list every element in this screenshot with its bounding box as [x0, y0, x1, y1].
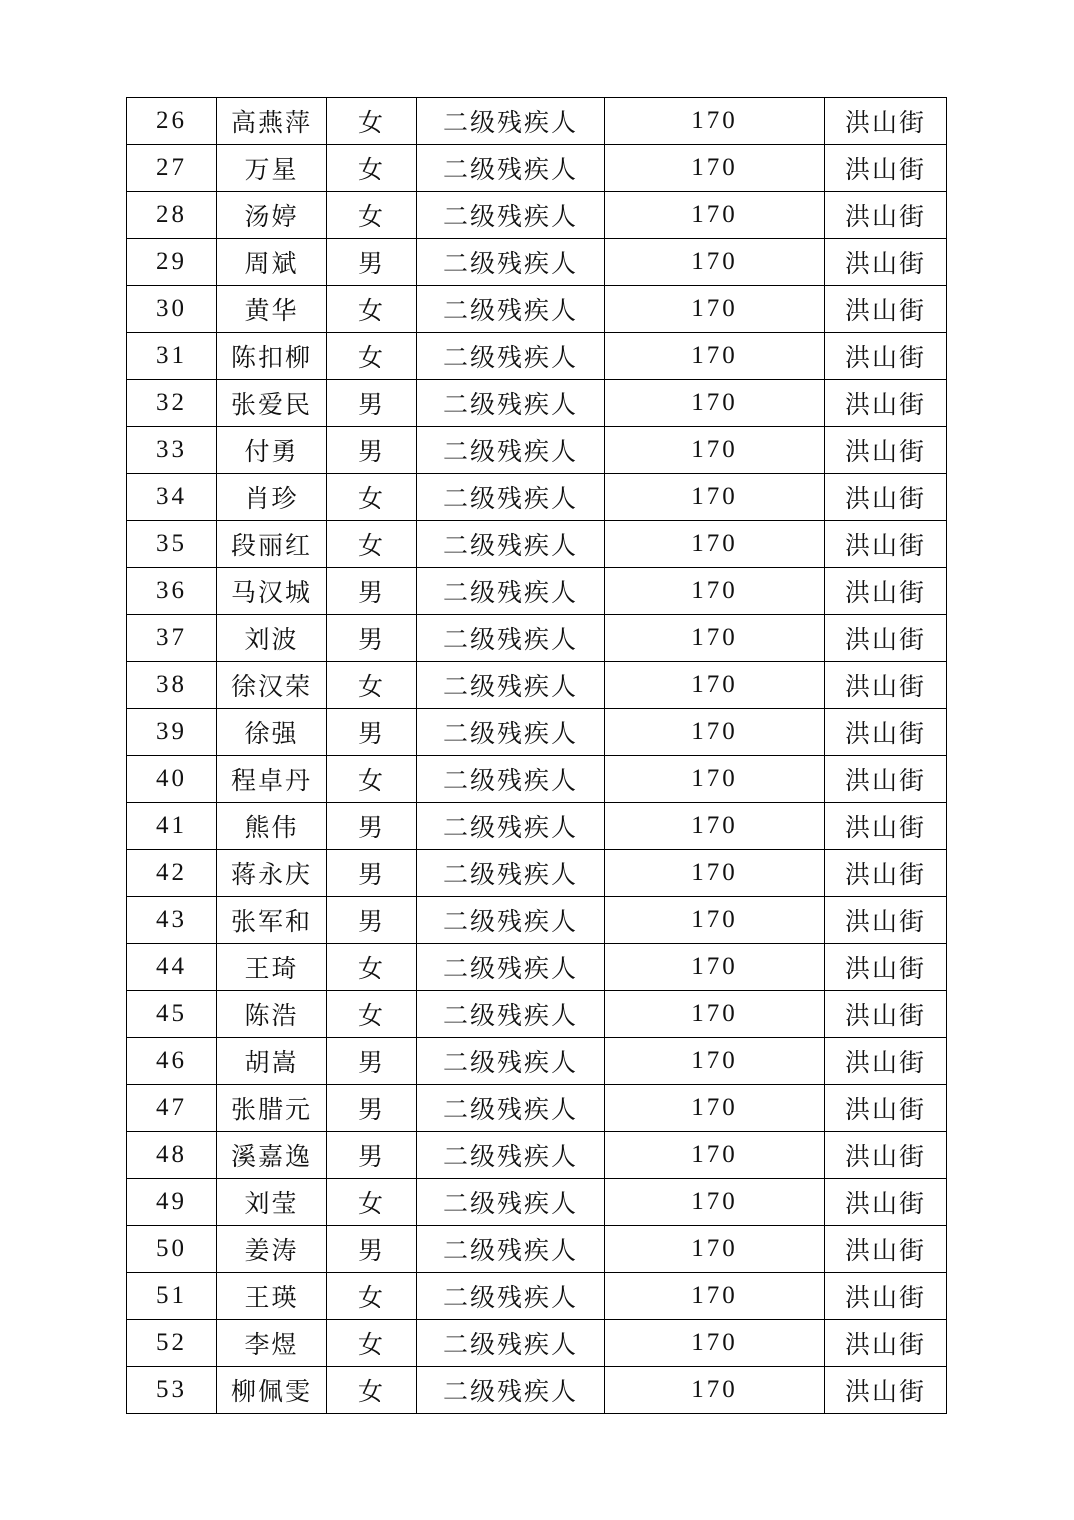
name-cell: 马汉城	[217, 568, 327, 615]
name-cell: 周斌	[217, 239, 327, 286]
table-row	[127, 1273, 947, 1320]
gender-cell: 男	[327, 615, 417, 662]
amount-cell: 170	[605, 991, 825, 1038]
street-cell: 洪山街	[825, 1085, 947, 1132]
disability-level-cell: 二级残疾人	[417, 662, 605, 709]
name-cell: 张爱民	[217, 380, 327, 427]
gender-cell: 女	[327, 1179, 417, 1226]
gender-cell: 女	[327, 192, 417, 239]
name-cell: 李煜	[217, 1320, 327, 1367]
amount-cell: 170	[605, 286, 825, 333]
row-number-cell: 36	[127, 568, 217, 615]
table-row	[127, 944, 947, 991]
name-cell: 陈浩	[217, 991, 327, 1038]
disability-level-cell: 二级残疾人	[417, 1367, 605, 1414]
gender-cell: 男	[327, 427, 417, 474]
table-row	[127, 427, 947, 474]
row-number-cell: 37	[127, 615, 217, 662]
row-number-cell: 33	[127, 427, 217, 474]
name-cell: 段丽红	[217, 521, 327, 568]
table-row	[127, 1226, 947, 1273]
amount-cell: 170	[605, 145, 825, 192]
row-number-cell: 27	[127, 145, 217, 192]
name-cell: 万星	[217, 145, 327, 192]
gender-cell: 女	[327, 1367, 417, 1414]
street-cell: 洪山街	[825, 98, 947, 145]
row-number-cell: 32	[127, 380, 217, 427]
name-cell: 胡嵩	[217, 1038, 327, 1085]
disability-level-cell: 二级残疾人	[417, 803, 605, 850]
gender-cell: 男	[327, 568, 417, 615]
street-cell: 洪山街	[825, 803, 947, 850]
name-cell: 溪嘉逸	[217, 1132, 327, 1179]
table-row	[127, 145, 947, 192]
disability-level-cell: 二级残疾人	[417, 1132, 605, 1179]
amount-cell: 170	[605, 1179, 825, 1226]
table-row	[127, 850, 947, 897]
table-row	[127, 1085, 947, 1132]
gender-cell: 女	[327, 286, 417, 333]
disability-level-cell: 二级残疾人	[417, 1179, 605, 1226]
table-row	[127, 1320, 947, 1367]
gender-cell: 女	[327, 662, 417, 709]
disability-level-cell: 二级残疾人	[417, 427, 605, 474]
street-cell: 洪山街	[825, 427, 947, 474]
disability-level-cell: 二级残疾人	[417, 333, 605, 380]
row-number-cell: 31	[127, 333, 217, 380]
disability-level-cell: 二级残疾人	[417, 286, 605, 333]
name-cell: 熊伟	[217, 803, 327, 850]
amount-cell: 170	[605, 615, 825, 662]
street-cell: 洪山街	[825, 521, 947, 568]
disability-level-cell: 二级残疾人	[417, 1085, 605, 1132]
amount-cell: 170	[605, 380, 825, 427]
gender-cell: 女	[327, 944, 417, 991]
row-number-cell: 29	[127, 239, 217, 286]
row-number-cell: 34	[127, 474, 217, 521]
street-cell: 洪山街	[825, 1320, 947, 1367]
disability-level-cell: 二级残疾人	[417, 944, 605, 991]
disability-level-cell: 二级残疾人	[417, 1273, 605, 1320]
gender-cell: 男	[327, 1085, 417, 1132]
gender-cell: 女	[327, 1320, 417, 1367]
gender-cell: 女	[327, 145, 417, 192]
row-number-cell: 52	[127, 1320, 217, 1367]
street-cell: 洪山街	[825, 145, 947, 192]
amount-cell: 170	[605, 1367, 825, 1414]
gender-cell: 男	[327, 1038, 417, 1085]
amount-cell: 170	[605, 474, 825, 521]
street-cell: 洪山街	[825, 944, 947, 991]
row-number-cell: 26	[127, 98, 217, 145]
row-number-cell: 48	[127, 1132, 217, 1179]
amount-cell: 170	[605, 1226, 825, 1273]
name-cell: 张军和	[217, 897, 327, 944]
table-row	[127, 1132, 947, 1179]
row-number-cell: 50	[127, 1226, 217, 1273]
street-cell: 洪山街	[825, 1273, 947, 1320]
amount-cell: 170	[605, 756, 825, 803]
table-row	[127, 662, 947, 709]
gender-cell: 女	[327, 98, 417, 145]
row-number-cell: 44	[127, 944, 217, 991]
table-row	[127, 803, 947, 850]
name-cell: 肖珍	[217, 474, 327, 521]
gender-cell: 男	[327, 850, 417, 897]
street-cell: 洪山街	[825, 897, 947, 944]
table-row	[127, 991, 947, 1038]
disability-level-cell: 二级残疾人	[417, 1226, 605, 1273]
row-number-cell: 51	[127, 1273, 217, 1320]
roster-table	[126, 97, 947, 1414]
gender-cell: 女	[327, 756, 417, 803]
disability-level-cell: 二级残疾人	[417, 1038, 605, 1085]
amount-cell: 170	[605, 803, 825, 850]
table-row	[127, 98, 947, 145]
table-row	[127, 474, 947, 521]
street-cell: 洪山街	[825, 709, 947, 756]
table-row	[127, 1038, 947, 1085]
gender-cell: 女	[327, 991, 417, 1038]
disability-level-cell: 二级残疾人	[417, 474, 605, 521]
street-cell: 洪山街	[825, 1226, 947, 1273]
table-row	[127, 239, 947, 286]
gender-cell: 女	[327, 474, 417, 521]
table-row	[127, 286, 947, 333]
street-cell: 洪山街	[825, 991, 947, 1038]
disability-level-cell: 二级残疾人	[417, 239, 605, 286]
name-cell: 程卓丹	[217, 756, 327, 803]
street-cell: 洪山街	[825, 756, 947, 803]
amount-cell: 170	[605, 1273, 825, 1320]
street-cell: 洪山街	[825, 192, 947, 239]
name-cell: 柳佩雯	[217, 1367, 327, 1414]
street-cell: 洪山街	[825, 333, 947, 380]
table-row	[127, 615, 947, 662]
amount-cell: 170	[605, 1085, 825, 1132]
gender-cell: 男	[327, 239, 417, 286]
gender-cell: 男	[327, 380, 417, 427]
street-cell: 洪山街	[825, 662, 947, 709]
disability-level-cell: 二级残疾人	[417, 709, 605, 756]
gender-cell: 女	[327, 521, 417, 568]
gender-cell: 男	[327, 709, 417, 756]
street-cell: 洪山街	[825, 286, 947, 333]
amount-cell: 170	[605, 662, 825, 709]
amount-cell: 170	[605, 333, 825, 380]
street-cell: 洪山街	[825, 568, 947, 615]
street-cell: 洪山街	[825, 1367, 947, 1414]
street-cell: 洪山街	[825, 850, 947, 897]
row-number-cell: 28	[127, 192, 217, 239]
name-cell: 黄华	[217, 286, 327, 333]
row-number-cell: 41	[127, 803, 217, 850]
row-number-cell: 49	[127, 1179, 217, 1226]
table-row	[127, 380, 947, 427]
amount-cell: 170	[605, 1038, 825, 1085]
row-number-cell: 38	[127, 662, 217, 709]
street-cell: 洪山街	[825, 1179, 947, 1226]
street-cell: 洪山街	[825, 1038, 947, 1085]
amount-cell: 170	[605, 192, 825, 239]
amount-cell: 170	[605, 944, 825, 991]
amount-cell: 170	[605, 1132, 825, 1179]
name-cell: 姜涛	[217, 1226, 327, 1273]
roster-table-body	[127, 98, 947, 1414]
street-cell: 洪山街	[825, 615, 947, 662]
gender-cell: 男	[327, 803, 417, 850]
table-row	[127, 1179, 947, 1226]
amount-cell: 170	[605, 427, 825, 474]
disability-level-cell: 二级残疾人	[417, 991, 605, 1038]
name-cell: 陈扣柳	[217, 333, 327, 380]
name-cell: 刘莹	[217, 1179, 327, 1226]
amount-cell: 170	[605, 568, 825, 615]
name-cell: 徐强	[217, 709, 327, 756]
street-cell: 洪山街	[825, 1132, 947, 1179]
gender-cell: 男	[327, 1226, 417, 1273]
disability-level-cell: 二级残疾人	[417, 98, 605, 145]
row-number-cell: 39	[127, 709, 217, 756]
name-cell: 王琦	[217, 944, 327, 991]
amount-cell: 170	[605, 98, 825, 145]
street-cell: 洪山街	[825, 380, 947, 427]
row-number-cell: 46	[127, 1038, 217, 1085]
name-cell: 蒋永庆	[217, 850, 327, 897]
amount-cell: 170	[605, 709, 825, 756]
row-number-cell: 43	[127, 897, 217, 944]
row-number-cell: 35	[127, 521, 217, 568]
row-number-cell: 42	[127, 850, 217, 897]
name-cell: 王瑛	[217, 1273, 327, 1320]
gender-cell: 男	[327, 1132, 417, 1179]
table-row	[127, 521, 947, 568]
disability-level-cell: 二级残疾人	[417, 192, 605, 239]
table-row	[127, 756, 947, 803]
street-cell: 洪山街	[825, 239, 947, 286]
disability-level-cell: 二级残疾人	[417, 897, 605, 944]
amount-cell: 170	[605, 521, 825, 568]
disability-level-cell: 二级残疾人	[417, 615, 605, 662]
name-cell: 刘波	[217, 615, 327, 662]
row-number-cell: 30	[127, 286, 217, 333]
amount-cell: 170	[605, 1320, 825, 1367]
row-number-cell: 53	[127, 1367, 217, 1414]
row-number-cell: 45	[127, 991, 217, 1038]
gender-cell: 女	[327, 1273, 417, 1320]
amount-cell: 170	[605, 897, 825, 944]
name-cell: 徐汉荣	[217, 662, 327, 709]
amount-cell: 170	[605, 239, 825, 286]
table-row	[127, 709, 947, 756]
disability-level-cell: 二级残疾人	[417, 521, 605, 568]
disability-level-cell: 二级残疾人	[417, 850, 605, 897]
disability-level-cell: 二级残疾人	[417, 568, 605, 615]
name-cell: 付勇	[217, 427, 327, 474]
disability-level-cell: 二级残疾人	[417, 380, 605, 427]
table-row	[127, 1367, 947, 1414]
name-cell: 张腊元	[217, 1085, 327, 1132]
amount-cell: 170	[605, 850, 825, 897]
row-number-cell: 47	[127, 1085, 217, 1132]
disability-level-cell: 二级残疾人	[417, 756, 605, 803]
row-number-cell: 40	[127, 756, 217, 803]
name-cell: 汤婷	[217, 192, 327, 239]
gender-cell: 男	[327, 897, 417, 944]
street-cell: 洪山街	[825, 474, 947, 521]
table-row	[127, 897, 947, 944]
table-row	[127, 333, 947, 380]
table-row	[127, 192, 947, 239]
name-cell: 高燕萍	[217, 98, 327, 145]
disability-level-cell: 二级残疾人	[417, 1320, 605, 1367]
table-row	[127, 568, 947, 615]
gender-cell: 女	[327, 333, 417, 380]
disability-level-cell: 二级残疾人	[417, 145, 605, 192]
